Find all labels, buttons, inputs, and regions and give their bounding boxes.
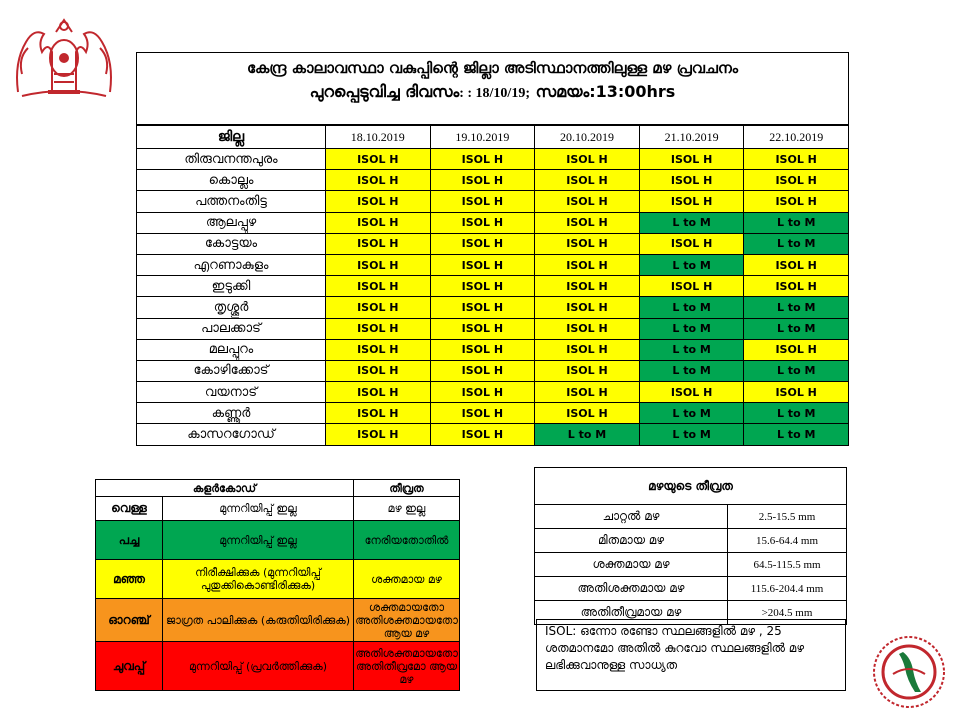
color-code-row bbox=[96, 521, 460, 560]
forecast-cell: ISOL H bbox=[535, 149, 640, 170]
forecast-cell: ISOL H bbox=[430, 339, 535, 360]
forecast-cell: ISOL H bbox=[535, 360, 640, 381]
table-row bbox=[137, 276, 849, 297]
district-name: വയനാട് bbox=[137, 382, 326, 403]
forecast-cell: L to M bbox=[744, 318, 849, 339]
forecast-cell: ISOL H bbox=[430, 212, 535, 233]
date-header: 19.10.2019 bbox=[430, 126, 535, 149]
forecast-cell: ISOL H bbox=[535, 233, 640, 254]
table-row bbox=[137, 297, 849, 318]
forecast-cell: ISOL H bbox=[535, 191, 640, 212]
forecast-cell: ISOL H bbox=[326, 382, 431, 403]
table-row bbox=[137, 233, 849, 254]
forecast-cell: L to M bbox=[639, 254, 744, 275]
forecast-cell: ISOL H bbox=[744, 254, 849, 275]
color-code-meaning: മുന്നറിയിപ്പ് ഇല്ല bbox=[163, 497, 354, 521]
color-code-row bbox=[96, 560, 460, 599]
forecast-cell: ISOL H bbox=[326, 403, 431, 424]
forecast-cell: ISOL H bbox=[744, 191, 849, 212]
forecast-cell: L to M bbox=[639, 318, 744, 339]
forecast-cell: L to M bbox=[639, 297, 744, 318]
forecast-cell: ISOL H bbox=[430, 233, 535, 254]
rain-intensity-range: >204.5 mm bbox=[728, 601, 847, 625]
forecast-cell: ISOL H bbox=[326, 191, 431, 212]
forecast-cell: ISOL H bbox=[430, 424, 535, 445]
table-row bbox=[137, 149, 849, 170]
forecast-cell: ISOL H bbox=[744, 382, 849, 403]
forecast-cell: ISOL H bbox=[326, 212, 431, 233]
district-name: എറണാകുളം bbox=[137, 254, 326, 275]
district-name: പാലക്കാട് bbox=[137, 318, 326, 339]
forecast-cell: ISOL H bbox=[326, 276, 431, 297]
rain-intensity-label: മിതമായ മഴ bbox=[535, 529, 728, 553]
rain-intensity-range: 64.5-115.5 mm bbox=[728, 553, 847, 577]
forecast-cell: ISOL H bbox=[326, 254, 431, 275]
table-row bbox=[137, 403, 849, 424]
rain-intensity-row bbox=[535, 577, 847, 601]
forecast-cell: ISOL H bbox=[744, 149, 849, 170]
ksdma-logo bbox=[871, 634, 947, 710]
forecast-cell: ISOL H bbox=[535, 297, 640, 318]
forecast-cell: ISOL H bbox=[430, 318, 535, 339]
forecast-cell: L to M bbox=[639, 212, 744, 233]
color-code-intensity: അതിശക്തമായതോ അതിതീവ്രമോ ആയ മഴ bbox=[354, 642, 460, 691]
table-row bbox=[137, 212, 849, 233]
issued-date: : : 18/10/19; bbox=[459, 86, 530, 101]
forecast-cell: L to M bbox=[744, 233, 849, 254]
forecast-cell: ISOL H bbox=[430, 297, 535, 318]
rain-intensity-range: 2.5-15.5 mm bbox=[728, 505, 847, 529]
color-code-meaning: മുന്നറിയിപ്പ് (പ്രവർത്തിക്കുക) bbox=[163, 642, 354, 691]
forecast-cell: ISOL H bbox=[326, 170, 431, 191]
color-code-row bbox=[96, 599, 460, 642]
district-name: പത്തനംതിട്ട bbox=[137, 191, 326, 212]
table-row bbox=[137, 170, 849, 191]
issued-label: പുറപ്പെടുവിച്ച ദിവസം bbox=[309, 82, 460, 101]
forecast-cell: ISOL H bbox=[744, 339, 849, 360]
district-name: കാസറഗോഡ് bbox=[137, 424, 326, 445]
issued-line bbox=[137, 82, 848, 103]
forecast-cell: L to M bbox=[639, 424, 744, 445]
forecast-header-row bbox=[137, 126, 849, 149]
forecast-title-box bbox=[136, 52, 849, 125]
forecast-cell: ISOL H bbox=[639, 276, 744, 297]
forecast-cell: L to M bbox=[744, 360, 849, 381]
forecast-cell: ISOL H bbox=[639, 170, 744, 191]
page-title: കേന്ദ്ര കാലാവസ്ഥാ വകുപ്പിന്റെ ജില്ലാ അടിസ്ഥാനത്തിലുള്ള മഴ പ്രവചനം bbox=[246, 59, 739, 77]
table-row bbox=[137, 382, 849, 403]
date-header: 21.10.2019 bbox=[639, 126, 744, 149]
forecast-cell: ISOL H bbox=[430, 403, 535, 424]
color-code-name: മഞ്ഞ bbox=[96, 560, 163, 599]
district-name: ആലപ്പുഴ bbox=[137, 212, 326, 233]
district-name: മലപ്പുറം bbox=[137, 339, 326, 360]
rain-intensity-range: 15.6-64.4 mm bbox=[728, 529, 847, 553]
color-code-intensity: ശക്തമായ മഴ bbox=[354, 560, 460, 599]
kerala-emblem-logo bbox=[8, 12, 120, 104]
color-code-row bbox=[96, 497, 460, 521]
district-header: ജില്ല bbox=[137, 126, 326, 149]
forecast-cell: ISOL H bbox=[744, 170, 849, 191]
district-name: കോട്ടയം bbox=[137, 233, 326, 254]
forecast-cell: ISOL H bbox=[639, 149, 744, 170]
forecast-cell: L to M bbox=[535, 424, 640, 445]
district-name: ഇടുക്കി bbox=[137, 276, 326, 297]
isol-definition-note: ISOL: ഒന്നോ രണ്ടോ സ്ഥലങ്ങളിൽ മഴ , 25 ശതമാനമോ അതിൽ കുറവോ സ്ഥലങ്ങളിൽ മഴ ലഭിക്കുവാനുള്ള സാധ്യത bbox=[536, 619, 846, 691]
table-row bbox=[137, 424, 849, 445]
color-code-meaning: നിരീക്ഷിക്കുക (മുന്നറിയിപ്പ് പുതുക്കികൊണ്ടിരിക്കുക) bbox=[163, 560, 354, 599]
rain-intensity-row bbox=[535, 529, 847, 553]
forecast-cell: ISOL H bbox=[639, 233, 744, 254]
district-name: കോഴിക്കോട് bbox=[137, 360, 326, 381]
rain-intensity-label: ചാറ്റൽ മഴ bbox=[535, 505, 728, 529]
table-row bbox=[137, 360, 849, 381]
forecast-cell: ISOL H bbox=[326, 424, 431, 445]
table-row bbox=[137, 191, 849, 212]
forecast-cell: ISOL H bbox=[535, 276, 640, 297]
color-code-row bbox=[96, 642, 460, 691]
district-forecast-table bbox=[136, 125, 849, 446]
district-name: തൃശ്ശൂർ bbox=[137, 297, 326, 318]
color-code-header-row bbox=[96, 480, 460, 497]
table-row bbox=[137, 339, 849, 360]
color-code-intensity: ശക്തമായതോ അതിശക്തമായതോ ആയ മഴ bbox=[355, 600, 458, 640]
district-name: കണ്ണൂർ bbox=[137, 403, 326, 424]
forecast-cell: L to M bbox=[744, 424, 849, 445]
forecast-cell: ISOL H bbox=[430, 276, 535, 297]
forecast-cell: ISOL H bbox=[326, 297, 431, 318]
rain-intensity-table bbox=[534, 467, 847, 625]
rain-intensity-label: അതിശക്തമായ മഴ bbox=[535, 577, 728, 601]
time-label: സമയം bbox=[535, 82, 590, 101]
date-header: 20.10.2019 bbox=[535, 126, 640, 149]
forecast-cell: ISOL H bbox=[535, 212, 640, 233]
forecast-cell: L to M bbox=[744, 403, 849, 424]
forecast-cell: L to M bbox=[639, 339, 744, 360]
color-code-name: വെള്ള bbox=[96, 497, 163, 521]
rain-intensity-header: മഴയുടെ തീവ്രത bbox=[535, 468, 847, 505]
color-code-table bbox=[95, 479, 460, 691]
forecast-cell: ISOL H bbox=[535, 403, 640, 424]
color-code-intensity: മഴ ഇല്ല bbox=[354, 497, 460, 521]
forecast-cell: ISOL H bbox=[639, 191, 744, 212]
forecast-cell: ISOL H bbox=[535, 339, 640, 360]
color-code-intensity: നേരിയതോതിൽ bbox=[354, 521, 460, 560]
color-code-meaning: മുന്നറിയിപ്പ് ഇല്ല bbox=[163, 521, 354, 560]
color-code-meaning: ജാഗ്രത പാലിക്കുക (കരുതിയിരിക്കുക) bbox=[163, 599, 354, 642]
forecast-cell: ISOL H bbox=[430, 191, 535, 212]
forecast-cell: ISOL H bbox=[326, 318, 431, 339]
rain-intensity-row bbox=[535, 505, 847, 529]
forecast-cell: ISOL H bbox=[535, 170, 640, 191]
table-row bbox=[137, 318, 849, 339]
forecast-cell: ISOL H bbox=[326, 233, 431, 254]
forecast-cell: L to M bbox=[639, 403, 744, 424]
forecast-cell: ISOL H bbox=[326, 339, 431, 360]
time-value: :13:00hrs bbox=[589, 82, 676, 101]
forecast-cell: ISOL H bbox=[430, 382, 535, 403]
forecast-cell: ISOL H bbox=[430, 254, 535, 275]
rain-intensity-range: 115.6-204.4 mm bbox=[728, 577, 847, 601]
forecast-cell: ISOL H bbox=[326, 360, 431, 381]
color-code-name: ഓറഞ്ച് bbox=[96, 599, 163, 642]
intensity-header: തീവ്രത bbox=[354, 480, 460, 497]
forecast-cell: L to M bbox=[744, 297, 849, 318]
forecast-cell: ISOL H bbox=[326, 149, 431, 170]
district-name: തിരുവനന്തപുരം bbox=[137, 149, 326, 170]
date-header: 18.10.2019 bbox=[326, 126, 431, 149]
table-row bbox=[137, 254, 849, 275]
date-header: 22.10.2019 bbox=[744, 126, 849, 149]
forecast-cell: ISOL H bbox=[430, 170, 535, 191]
color-code-header: കളർകോഡ് bbox=[96, 480, 354, 497]
color-code-name: പച്ച bbox=[96, 521, 163, 560]
color-code-name: ചുവപ്പ് bbox=[96, 642, 163, 691]
forecast-cell: ISOL H bbox=[639, 382, 744, 403]
forecast-cell: ISOL H bbox=[535, 382, 640, 403]
rain-intensity-label: ശക്തമായ മഴ bbox=[535, 553, 728, 577]
rain-intensity-header-row bbox=[535, 468, 847, 505]
forecast-cell: L to M bbox=[639, 360, 744, 381]
forecast-cell: ISOL H bbox=[535, 318, 640, 339]
rain-intensity-label: അതിതീവ്രമായ മഴ bbox=[535, 601, 728, 625]
forecast-cell: ISOL H bbox=[430, 149, 535, 170]
forecast-cell: ISOL H bbox=[430, 360, 535, 381]
district-name: കൊല്ലം bbox=[137, 170, 326, 191]
forecast-cell: L to M bbox=[744, 212, 849, 233]
forecast-cell: ISOL H bbox=[744, 276, 849, 297]
forecast-cell: ISOL H bbox=[535, 254, 640, 275]
rain-intensity-row bbox=[535, 553, 847, 577]
